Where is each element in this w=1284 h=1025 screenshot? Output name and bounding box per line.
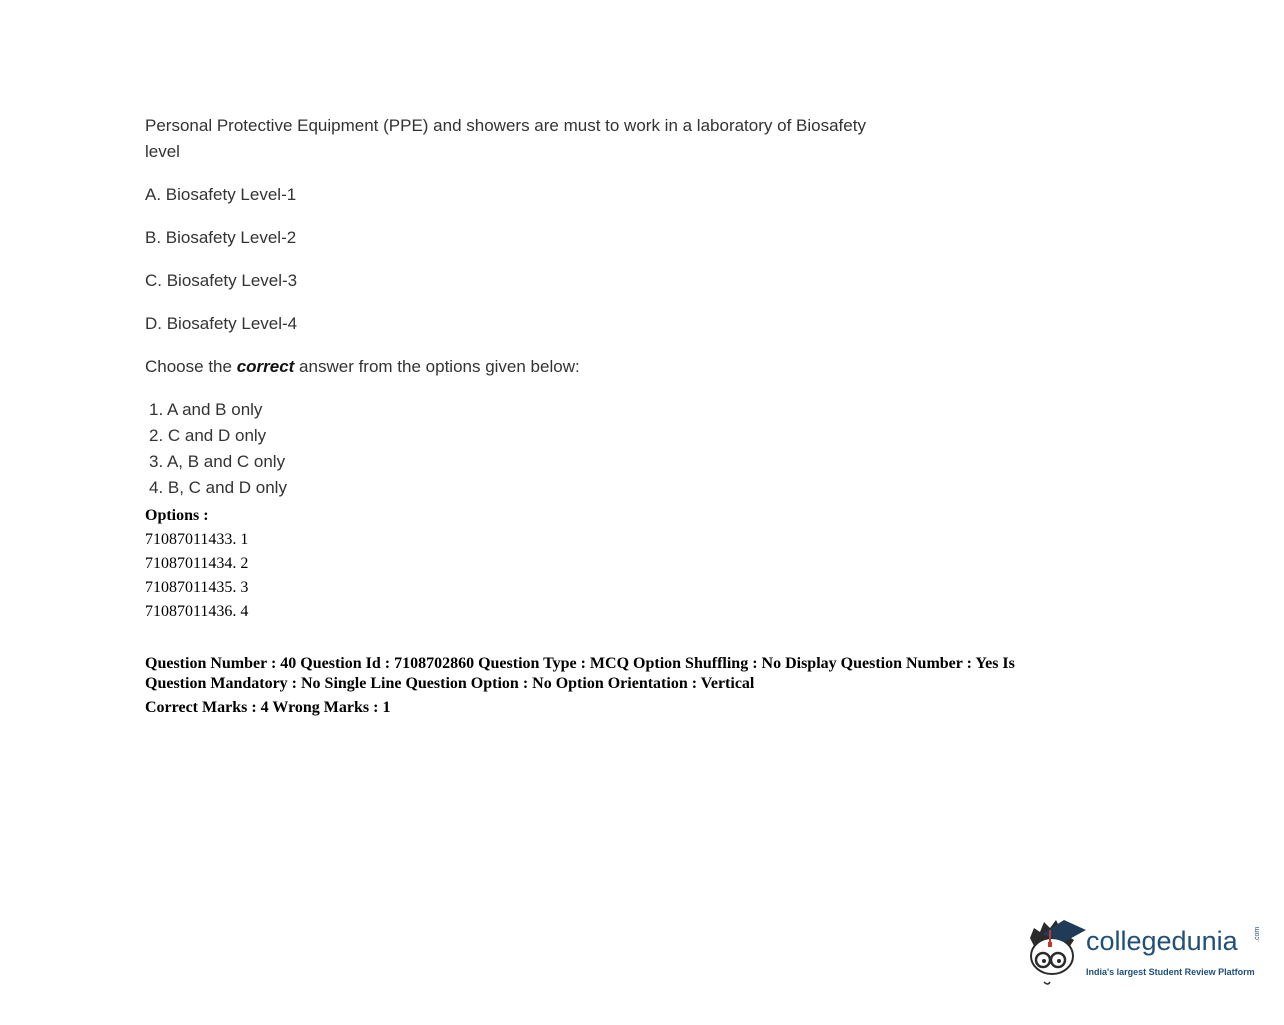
statement-d: D. Biosafety Level-4 (145, 314, 298, 333)
question-meta (145, 504, 1145, 720)
collegedunia-logo (1024, 916, 1264, 990)
instruction (145, 354, 905, 380)
choice-item: 2. C and D only (149, 426, 267, 445)
instruction-after: answer from the options given below: (294, 357, 580, 376)
question-image (145, 113, 905, 501)
question-info-line2: Question Mandatory : No Single Line Question Option : No Option Orientation : Vertical (145, 675, 755, 692)
choice-item: 3. A, B and C only (149, 452, 286, 471)
question-stem (145, 113, 905, 165)
mascot-icon (1024, 916, 1086, 990)
marks-info: Correct Marks : 4 Wrong Marks : 1 (145, 699, 391, 716)
choice-item: 4. B, C and D only (149, 478, 287, 497)
option-row: 71087011433. 1 (145, 531, 249, 548)
instruction-emphasis: correct (236, 357, 295, 376)
choice-item: 1. A and B only (149, 400, 263, 419)
brand-suffix: .com (1254, 926, 1261, 942)
brand-tagline: India's largest Student Review Platform (1086, 967, 1255, 977)
option-row: 71087011436. 4 (145, 603, 249, 620)
instruction-before: Choose the (145, 357, 237, 376)
question-stem-line1: Personal Protective Equipment (PPE) and showers are must to work in a laboratory of Biosafety (145, 116, 866, 135)
question-info-line1: Question Number : 40 Question Id : 7108702860 Question Type : MCQ Option Shuffling : No Display Question Number : Yes Is (145, 655, 1015, 672)
option-row: 71087011435. 3 (145, 579, 249, 596)
question-info (145, 654, 1105, 694)
options-heading: Options : (145, 507, 209, 524)
option-row: 71087011434. 2 (145, 555, 249, 572)
question-stem-line2: level (145, 142, 180, 161)
brand-name: collegedunia (1086, 926, 1238, 956)
statement-a: A. Biosafety Level-1 (145, 185, 297, 204)
choice-list (145, 397, 905, 501)
statement-b: B. Biosafety Level-2 (145, 228, 297, 247)
statement-c: C. Biosafety Level-3 (145, 271, 298, 290)
